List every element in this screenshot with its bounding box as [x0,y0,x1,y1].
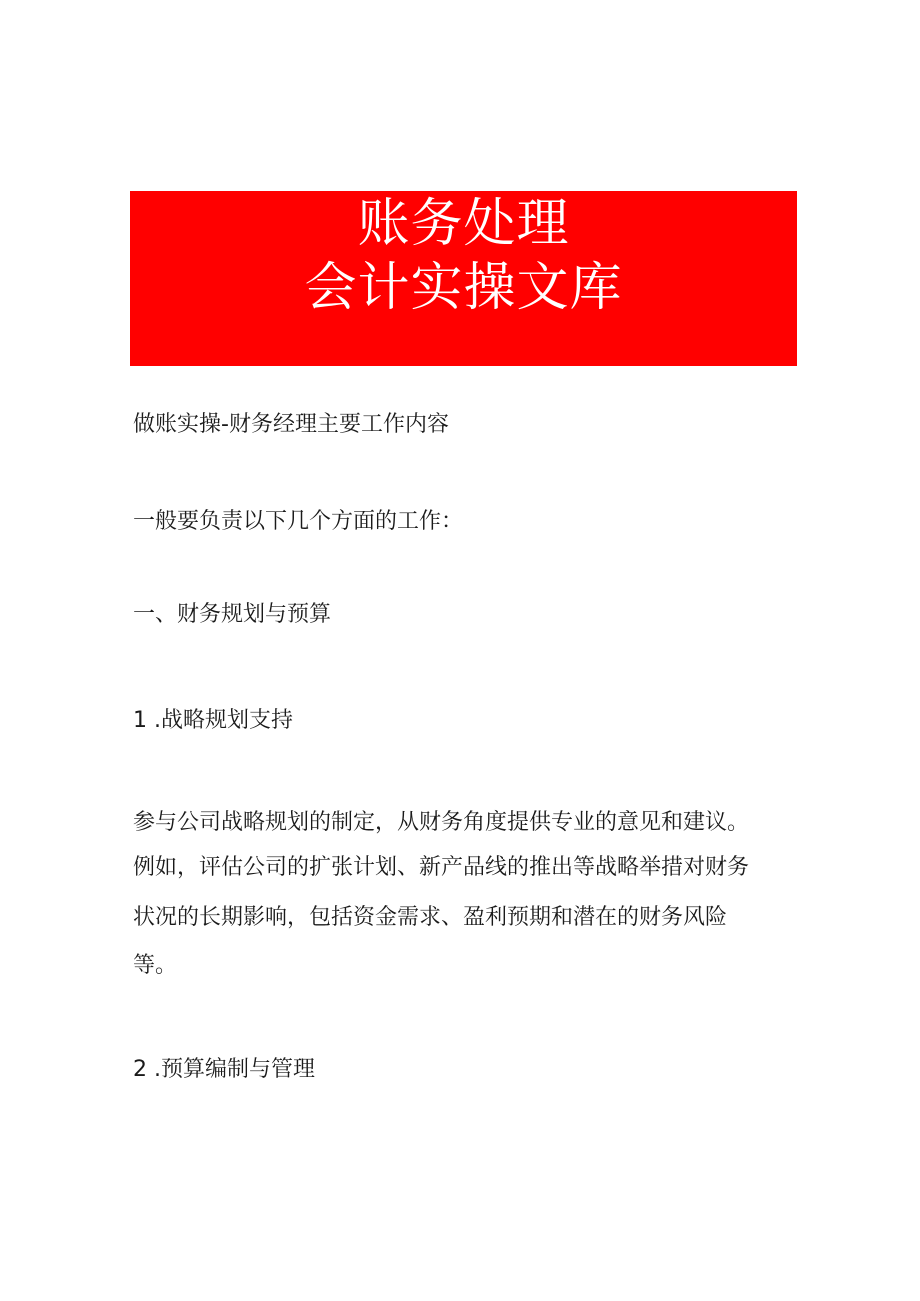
document-heading: 做账实操-财务经理主要工作内容 [133,412,449,437]
item-1-body-line-4: 等。 [133,953,178,978]
banner-title-line2: 会计实操文库 [304,258,623,318]
intro-text: 一般要负责以下几个方面的工作： [133,509,464,534]
item-1-body-line-3: 状况的长期影响，包括资金需求、盈利预期和潜在的财务风险 [133,905,728,930]
section-title: 一、财务规划与预算 [133,602,332,627]
banner-title-line1: 账务处理 [357,194,570,254]
item-1-body-line-1: 参与公司战略规划的制定，从财务角度提供专业的意见和建议。 [133,810,750,835]
item-1-title: 1 .战略规划支持 [133,708,293,733]
item-2-title: 2 .预算编制与管理 [133,1057,315,1082]
item-1-body-line-2: 例如，评估公司的扩张计划、新产品线的推出等战略举措对财务 [133,855,750,880]
